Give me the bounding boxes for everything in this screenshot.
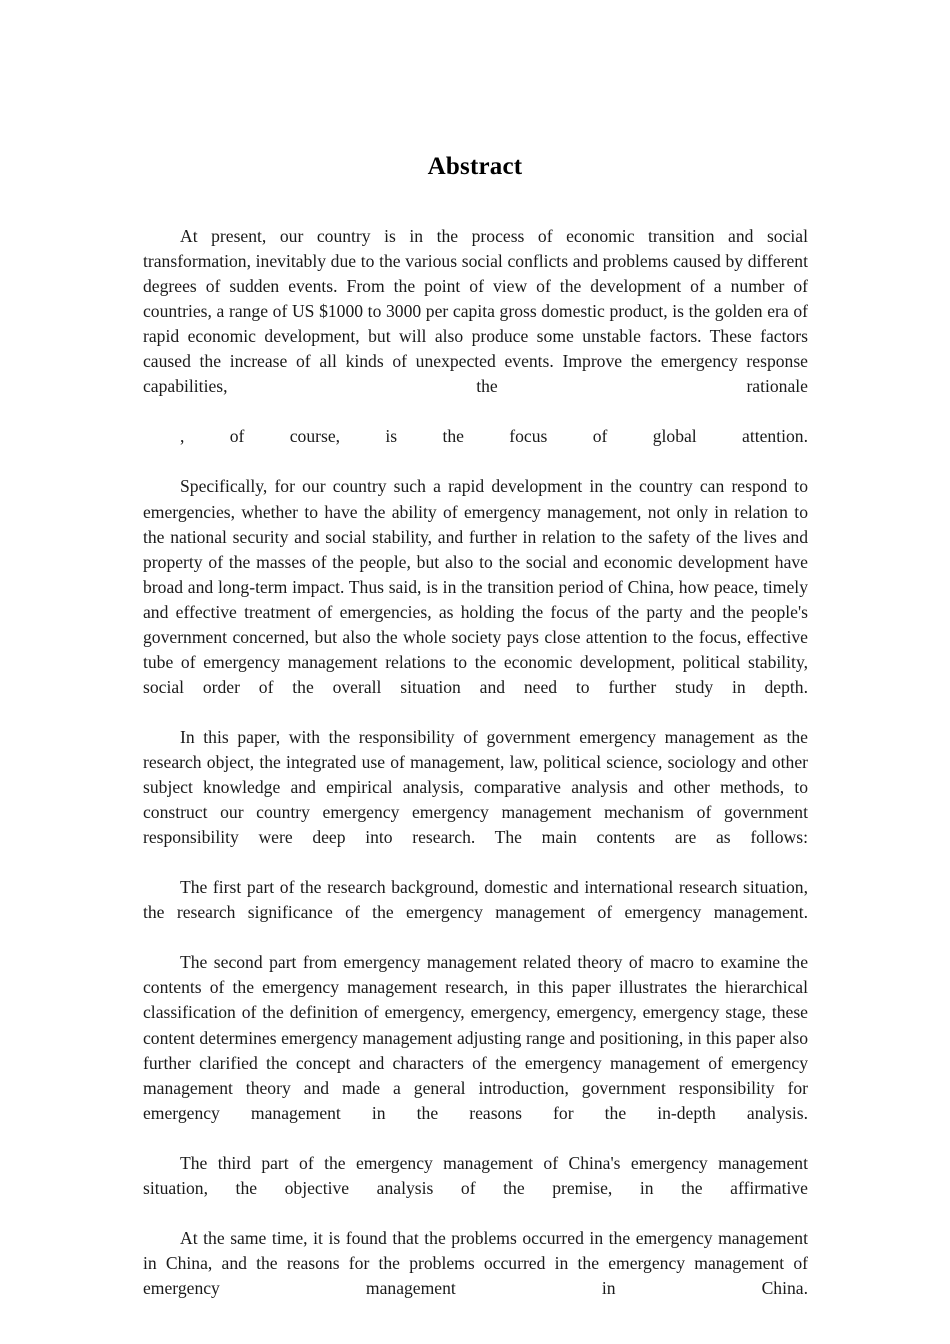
page-title: Abstract — [427, 153, 523, 180]
paragraph: At the same time, it is found that the problems occurred in the emergency management in China, and the reasons for the problems occurred in the emergency management of emergency management in China. — [143, 1227, 808, 1298]
paragraph: The second part from emergency management related theory of macro to examine the contents of the emergency management research, in this paper illustrates the hierarchical classification of the definition of emergency, emergency, emergency, emergency stage, these content determines emergency management adjusting range and positioning, in this paper also further clarified the concept and characters of the emergency management of emergency management theory and made a general introduction, government responsibility for emergency management in the reasons for the in-depth analysis. — [143, 952, 808, 1123]
paragraph: , of course, is the focus of global attention. — [180, 426, 808, 447]
abstract-body — [143, 224, 808, 1326]
paragraph: In this paper, with the responsibility of government emergency management as the research object, the integrated use of management, law, political science, sociology and other subject knowledge and empirical analysis, comparative analysis and other methods, to construct our country emergency emergency management mechanism of government responsibility were deep into research. The main contents are as follows: — [143, 726, 808, 848]
paragraph: At present, our country is in the process of economic transition and social transformation, inevitably due to the various social conflicts and problems caused by different degrees of sudden events. From the point of view of the development of a number of countries, a range of US $1000 to 3000 per capita gross domestic product, is the golden era of rapid economic development, but will also produce some unstable factors. These factors caused the increase of all kinds of unexpected events. Improve the emergency response capabilities, the rationale — [143, 226, 808, 397]
paragraph: The third part of the emergency management of China's emergency management situation, the objective analysis of the premise, in the affirmative — [143, 1152, 808, 1198]
title-block — [143, 152, 807, 182]
paragraph: The first part of the research background, domestic and international research situation, the research significance of the emergency management of emergency management. — [143, 877, 808, 923]
paragraph: Specifically, for our country such a rapid development in the country can respond to emergencies, whether to have the ability of emergency management, not only in relation to the national security and social stability, and further in relation to the safety of the lives and property of the masses of the people, but also to the social and economic development have broad and long-term impact. Thus said, is in the transition period of China, how peace, timely and effective treatment of emergencies, as holding the focus of the party and the people's government concerned, but also the whole society pays close attention to the focus, effective tube of emergency management relations to the economic development, political stability, social order of the overall situation and need to further study in depth. — [143, 476, 808, 697]
